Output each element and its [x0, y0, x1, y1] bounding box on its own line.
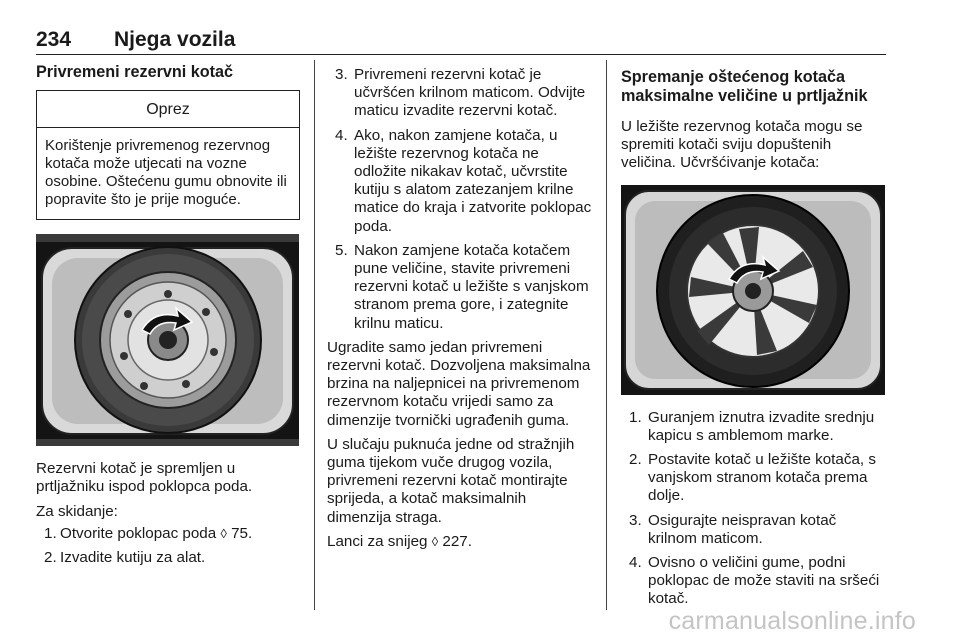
step-number: 4.	[335, 126, 348, 144]
step-text: Nakon zamjene kotača kotačem pune veličine, stavite privremeni rezervni kotač u ležište s vanjskom stranom prema gore, i zategnite krilnu maticu.	[354, 241, 589, 332]
step-text: Guranjem iznutra izvadite srednju kapicu s amblemom marke.	[648, 408, 875, 444]
list-item	[621, 409, 887, 445]
step-number: 3.	[629, 511, 642, 529]
towing-note: U slučaju puknuća jedne od stražnjih guma tijekom vuče drugog vozila, privremeni rezervni kotač montirajte sprijeda, a kotač maksimalnih dimenzija straga.	[327, 435, 575, 526]
step-text: Privremeni rezervni kotač je učvršćen krilnom maticom. Odvijte maticu izvadite rezervni kotač.	[354, 66, 586, 120]
step-text: Otvorite poklopac poda	[60, 524, 217, 542]
step-text: Ako, nakon zamjene kotača, u ležište rezervnog kotača ne odložite nikakav kotač, učvrstite kutiju s alatom zatezanjem krilne matice do kraja i zatvorite poklopac poda.	[354, 126, 592, 235]
watermark: carmanualsonline.info	[668, 607, 916, 635]
list-item	[327, 127, 593, 236]
chapter-title: Njega vozila	[114, 28, 236, 51]
step-number: 1.	[44, 524, 57, 542]
speed-limit-note: Ugradite samo jedan privremeni rezervni kotač. Dozvoljena maksimalna brzina na naljepnicei na privremenom rezervnom kotaču vrijedi samo za dimenzije tvornički ugrađenih guma.	[327, 338, 591, 429]
removal-steps-continued	[327, 66, 593, 333]
page-header	[36, 28, 886, 55]
step-number: 5.	[335, 241, 348, 259]
step-text: Osigurajte neispravan kotač krilnom maticom.	[648, 511, 837, 547]
steel-spare-wheel-image	[36, 234, 299, 446]
step-text: Izvadite kutiju za alat.	[60, 549, 206, 567]
spare-wheel-illustration	[36, 234, 299, 446]
caution-title: Oprez	[37, 91, 299, 128]
reference-arrow-icon: ◊	[431, 533, 439, 549]
step-number: 2.	[629, 451, 642, 469]
damaged-wheel-steps-list	[621, 409, 887, 609]
column-divider-1	[314, 60, 315, 610]
list-item	[36, 525, 300, 543]
caution-text: Korištenje privremenog rezervnog kotača može utjecati na vozne osobine. Oštećenu gumu obnovite ili popravite što je prije moguće.	[45, 137, 287, 209]
alloy-wheel-image	[621, 185, 885, 395]
removal-intro: Za skidanje:	[36, 502, 118, 520]
storage-text: Rezervni kotač je spremljen u prtljažniku ispod poklopca poda.	[36, 460, 253, 496]
page-number: 234	[36, 28, 72, 51]
page-reference-link[interactable]: 75.	[231, 524, 253, 542]
list-item	[621, 554, 887, 609]
section-heading-damaged-wheel: Spremanje oštećenog kotača maksimalne veličine u prtljažnik	[621, 68, 868, 105]
list-item	[36, 549, 300, 567]
list-item	[327, 242, 593, 333]
step-text: Ovisno o veličini gume, podni poklopac de može staviti na sršeći kotač.	[648, 554, 880, 608]
reference-arrow-icon: ◊	[220, 525, 227, 541]
page-reference-link[interactable]: 227.	[442, 532, 472, 550]
step-number: 3.	[335, 66, 348, 83]
caution-box	[36, 90, 300, 220]
step-number: 1.	[629, 408, 642, 426]
column-2	[327, 66, 593, 557]
snow-chains-reference	[327, 533, 593, 551]
list-item	[327, 66, 593, 121]
step-number: 4.	[629, 554, 642, 572]
column-divider-2	[606, 60, 607, 610]
damaged-wheel-intro: U ležište rezervnog kotača mogu se spremiti kotači sviju dopuštenih veličina. Učvršćivanje kotača:	[621, 118, 863, 172]
removal-steps-list	[36, 525, 300, 567]
column-1	[36, 63, 300, 573]
snow-chains-text: Lanci za snijeg	[327, 532, 428, 550]
list-item	[621, 512, 887, 548]
section-heading-spare-wheel: Privremeni rezervni kotač	[36, 63, 234, 81]
damaged-wheel-illustration	[621, 185, 885, 395]
step-text: Postavite kotač u ležište kotača, s vanjskom stranom kotača prema dolje.	[648, 451, 876, 505]
step-number: 2.	[44, 549, 57, 567]
list-item	[621, 451, 887, 506]
column-3	[621, 68, 887, 615]
